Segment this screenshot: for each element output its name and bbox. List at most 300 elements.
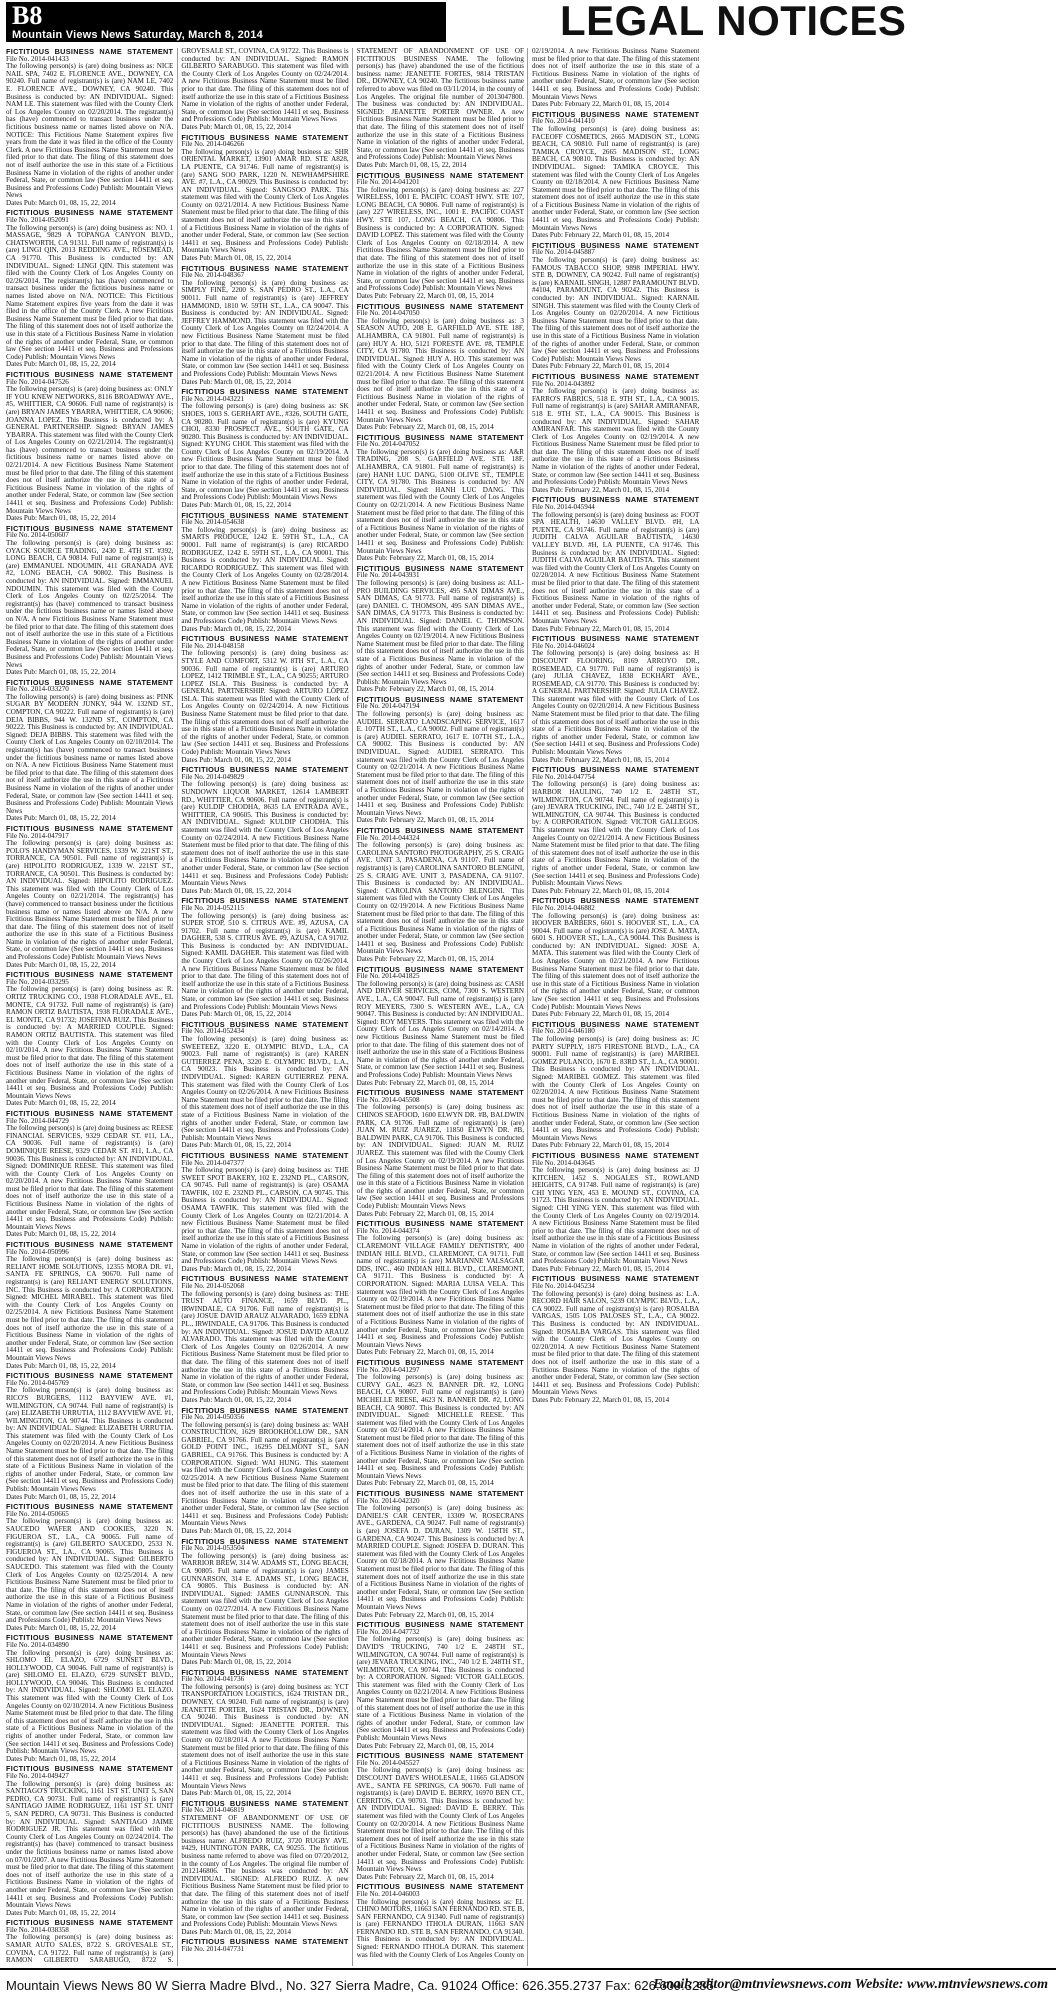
notice-file-number: File No. 2014-043892 [531,379,595,388]
notice-body: The following person(s) is (are) doing business as: DANIEL'S CAR CENTER, 13309 W. ROSECRANS AVE., GARDENA, CA 90247. Full name of registrant(s) is (are) JOSEFA D. DURAN, 1309 W. 158TH ST., GARDENA, CA 90247. This Business is conducted by: A MARRIED COUPLE. Signed: JOSEFA D. DURAN. This statement was filed with the County Clerk of Los Angeles County on 02/18/2014. [356,1504,524,1566]
notice-pub-dates: Dates Pub: March 01, 08, 15, 22, 2014 [181,122,292,131]
notice-header: FICTITIOUS BUSINESS NAME STATEMENT [356,964,524,974]
notice-body: The following person(s) is (are) doing business as: FARRO'S FABRICS, 518 E. 9TH ST., L.A., CA 90015. Full name of registrant(s) is (are) SAHAR AMIRANFAR, 518 E. 9TH ST., L.A., CA 90015. This Business is conducted by: AN INDIVIDUAL. Signed: SAHAR AMIRANFAR. This statement was filed with the County Clerk of Los Angeles County on 02/19/2014. [531,387,700,441]
notice-pub-dates: Dates Pub: March 01, 08, 15, 22, 2014 [181,1658,292,1667]
notice-body: The following person(s) is (are) doing business as: THE TRUST AUTO FINANCE, 1659 BLVD. PL., IRWINDALE, CA 91706. Full name of registrant(s) is (are) JOSUE DAVID ARAUZ ALVARADO, 1659 EDNA PL., IRWINDALE, CA 91706. This Business is conducted by: AN INDIVIDUAL. Signed: JOSUE DAVID ARAUZ ALVARADO. This statement was filed with the County Clerk of Los Angeles County on 02/26/2014. [181,1289,349,1351]
notice-file-number: File No. 2014-049829 [181,772,245,781]
notice-pub-dates: Dates Pub: February 22, March 01, 08, 15, 2014 [356,1610,494,1619]
notice-boilerplate: A new Fictitious Business Name Statement must be filed prior to that date. The filing of this statement does not of itself authorize the use in this state of a Fictitious Business Name in violation of the rights of another under Federal, State, or common law (See section 14411 et seq. Business and Professions Code) Publish: Mountain Views News [181,1088,349,1142]
notice-pub-dates: Dates Pub: March 01, 08, 15, 22, 2014 [6,1492,116,1501]
notice-body: The following person(s) is (are) doing business as: CASH AND DRIVER SERVICES, COM, 7300 S. WESTERN AVE., L.A., CA 90047. Full name of registrant(s) is (are) ROY MEYERS, 7300 S. WESTERN AVE., L.A., CA 90047. This Business is conducted by: AN INDIVIDUAL. Signed: ROY MEYERS. This statement was filed with the County Clerk of Los Angeles County on 02/14/2014. [356,979,524,1034]
notice-header: FICTITIOUS BUSINESS NAME STATEMENT [6,677,174,687]
notice-header: FICTITIOUS BUSINESS NAME STATEMENT [356,694,524,704]
legal-notice [6,1503,173,1632]
legal-notice [357,434,524,563]
notice-file-number: File No. 2014-046024 [531,641,595,650]
notice-body: The following person(s) is (are) doing business as: PINK SUGAR BY MODERN JUNKY, 944 W. 132ND ST., COMPTON, CA 90222. Full name of registrant(s) is (are) DEJA BIBBS, 944 W. 132ND ST., COMPTON, CA 90222. This Business is conducted by: AN INDIVIDUAL. Signed: DEJA BIBBS. This statement was filed with the County Clerk of Los Angeles County on 02/10/2014. The registrant(s) has (have) commenced to transact business under the fictitious business name or names listed above on N/A. [6,692,174,770]
notice-file-number: File No. 2014-041297 [356,1365,420,1374]
notice-header: FICTITIOUS BUSINESS NAME STATEMENT [6,823,174,833]
notice-body: The following person(s) is (are) doing business as: JJ KITCHEN, 1452 S. NOGALES ST., ROWLAND HEIGHTS, CA 91748. Full name of registrant(s) is (are) CHI YING YEN, 453 E. MOUND ST., COVINA, CA 91723. This Business is conducted by: AN INDIVIDUAL. Signed: CHI YING YEN. This statement was filed with the County Clerk of Los Angeles County on 02/19/2014. [531,1166,700,1220]
notice-file-number: File No. 2014-034890 [6,1640,69,1649]
notice-header: FICTITIOUS BUSINESS NAME STATEMENT [181,1937,349,1947]
notice-header: FICTITIOUS BUSINESS NAME STATEMENT [181,765,349,775]
notice-header: FICTITIOUS BUSINESS NAME STATEMENT [531,896,700,906]
notice-file-number: File No. 2014-041825 [356,972,420,981]
notice-file-number: File No. 2014-033295 [6,977,69,986]
notice-boilerplate: A new Fictitious Business Name Statement must be filed prior to that date. The filing of this statement does not of itself authorize the use in this state of a Fictitious Business Name in violation of the rights of another under Federal, State, or common law (See section 14411 et seq. Business and Professions Code) Publish: Mountain Views News [531,309,700,363]
notice-file-number: File No. 2014-054638 [181,518,245,527]
notice-header: FICTITIOUS BUSINESS NAME STATEMENT [181,1274,349,1284]
legal-notice [532,635,699,764]
notice-boilerplate: A new Fictitious Business Name Statement must be filed prior to that date. The filing of this statement does not of itself authorize the use in this state of a Fictitious Business Name in violation of the rights of another under Federal, State, or common law (See section 14411 et seq. Business and Professions Code) Publish: Mountain Views News [531,571,700,625]
legal-notice [357,1752,524,1881]
notice-file-number: File No. 2014-048158 [181,641,245,650]
notice-file-number: File No. 2014-045508 [356,1095,420,1104]
legal-notice [6,209,173,368]
notice-body: The following person(s) is (are) doing business as: STYLE AND COMFORT, 5312 W. 8TH ST., L.A., CA 90036. Full name of registrant(s) is (are) ARTURO LOPEZ, 1412 TRIMBLE ST., L.A., CA 90255; ARTURO LOPEZ ISLA. This Business is conducted by: A GENERAL PARTNERSHIP. Signed: ARTURO LOPEZ ISLA. This statement was filed with the County Clerk of Los Angeles County on 02/24/2014. [181,649,349,711]
notice-file-number: File No. 2014-048367 [181,271,245,280]
notice-boilerplate: A new Fictitious Business Name Statement must be filed prior to that date. The filing of this statement does not of itself authorize the use in this state of a Fictitious Business Name in violation of the rights of another under Federal, State, or common law (See section 14411 et seq. Business and Professions Code) Publish: Mountain Views News [356,1819,524,1874]
notice-pub-dates: Dates Pub: February 22, March 01, 08, 15, 2014 [356,1872,494,1881]
notice-pub-dates: Dates Pub: February 22, March 01, 08, 15, 2014 [356,955,494,964]
notice-file-number: File No. 2014-045527 [356,1758,420,1767]
notice-header: FICTITIOUS BUSINESS NAME STATEMENT [6,208,174,218]
legal-notice [357,565,524,694]
legal-notice [6,371,173,523]
notice-pub-dates: Dates Pub: March 01, 08, 15, 22, 2014 [181,755,292,764]
notice-file-number: File No. 2014-041410 [531,117,595,126]
notice-file-number: File No. 2014-047050 [356,309,420,318]
notice-boilerplate: A new Fictitious Business Name Statement must be filed prior to that date. The filing of this statement does not of itself authorize the use in this state of a Fictitious Business Name in violation of the rights of another under Federal, State, or common law (See section 14411 et seq. Business and Professions Code) Publish: Mountain Views News [181,77,349,124]
notice-body: The following person(s) is (are) doing business as: WARRIOR BREW, 314 W. ADAMS ST., LONG BEACH, CA 90805. Full name of registrant(s) is (are) JAMES GUNNARSON, 314 E. ADAMS ST., LONG BEACH, CA 90805. This Business is conducted by: AN INDIVIDUAL. Signed: JAMES GUNNARSON. This statement was filed with the County Clerk of Los Angeles County on 02/27/2014. [181,1551,349,1613]
legal-notice [357,1359,524,1488]
notice-boilerplate: A new Fictitious Business Name Statement must be filed prior to that date. The filing of this statement does not of itself authorize the use in this state of a Fictitious Business Name in violation of the rights of another under Federal, State, or common law (See section 14411 et seq. Business and Professions Code) Publish: Mountain Views News [181,702,349,757]
legal-notice [6,1372,173,1501]
notice-pub-dates: Dates Pub: March 01, 08, 15, 22, 2014 [356,160,467,169]
notice-file-number: File No. 2014-046266 [181,140,245,149]
notice-header: FICTITIOUS BUSINESS NAME STATEMENT [6,1240,174,1250]
notice-header: FICTITIOUS BUSINESS NAME STATEMENT [356,1751,524,1761]
notice-body: The following person(s) is (are) doing business as: FOOT SPA HEALTH, 14630 VALLEY BLVD. #H, LA PUENTE, CA 91746. Full name of registrant(s) is (are) JUDITH CALVA AGUILAR BAUTISTA, 14630 VALLEY BLVD. #H, LA PUENTE, CA 91746. This Business is conducted by: AN INDIVIDUAL. Signed: JUDITH CALVA AGUILAR BAUTISTA. This statement was filed with the County Clerk of Los Angeles County on 02/20/2014. [531,510,700,580]
notice-pub-dates: Dates Pub: March 01, 08, 15, 22, 2014 [6,1623,116,1632]
masthead [0,0,1056,44]
notice-body: The following person(s) is (are) doing business as: SHR ORIENTAL MARKET, 13901 AMAR RD. STE A828, LA PUENTE, CA 91746. Full name of registrant(s) is (are) SANG SOO PARK, 1220 N. NEWHAMPSHIRE AVE. #7, L.A., CA 90029. This Business is conducted by: AN INDIVIDUAL. Signed: SANGSOO PARK. This statement was filed with the County Clerk of Los Angeles County on 02/21/2014. [181,147,349,209]
notice-boilerplate: A new Fictitious Business Name Statement must be filed prior to that date. The filing of this statement does not of itself authorize the use in this state of a Fictitious Business Name in violation of the rights of another under Federal, State, or common law (See section 14411 et seq. Business and Professions Code) Publish: Mountain Views News [531,432,700,487]
notice-body: The following person(s) is (are) doing business as: HOOVER BARBERS, 6601 S. HOOVER ST., L.A., CA 90044. Full name of registrant(s) is (are) JOSE A. MATA, 6601 S. HOOVER ST., L.A., CA 90044. This Business is conducted by: AN INDIVIDUAL. Signed: JOSE A. MATA. This statement was filed with the County Clerk of Los Angeles County on 02/21/2014. [531,911,700,966]
notice-boilerplate: A new Fictitious Business Name Statement must be filed prior to that date. The filing of this statement does not of itself authorize the use in this state of a Fictitious Business Name in violation of the rights of another under Federal, State, or common law (See section 14411 et seq. Business and Professions Code) Publish: Mountain Views News [6,614,174,669]
notice-body: The following person(s) is (are) doing business as: R. ORTIZ TRUCKING CO., 1938 FLORADALE AVE., EL MONTE, CA 91732. Full name of registrant(s) is (are) RAMON ORTIZ BAUTISTA, 1938 FLORADALE AVE., EL MONTE, CA 91732; JOSEFINA RUIZ. This Business is conducted by: A MARRIED COUPLE. Signed: RAMON ORTIZ BAUTISTA. This statement was filed with the County Clerk of Los Angeles County on 02/10/2014. [6,985,174,1055]
notice-boilerplate: A new Fictitious Business Name Statement must be filed prior to that date. The filing of this statement does not of itself authorize the use in this state of a Fictitious Business Name in violation of the rights of another under Federal, State, or common law (See section 14411 et seq. Business and Professions Code) Publish: Mountain Views News [356,501,524,555]
notice-header: FICTITIOUS BUSINESS NAME STATEMENT [181,510,349,520]
notice-body: The following person(s) is (are) doing business as: SMARTS PRODUCE, 1242 E. 59TH ST., L.A., CA 90001. Full name of registrant(s) is (are) RICARDO RODRIGUEZ, 1242 E. 59TH ST., L.A., CA 90001. This Business is conducted by: AN INDIVIDUAL. Signed: RICARDO RODRIGUEZ. This statement was filed with the County Clerk of Los Angeles County on 02/28/2014. [181,525,349,580]
notice-pub-dates: Dates Pub: March 01, 08, 15, 22, 2014 [181,1395,292,1404]
notice-body: The following person(s) is (are) doing business as: 227 WIRELESS, 1001 E. PACIFIC COAST HWY. STE 107, LONG BEACH, CA 90806. Full name of registrant(s) is (are) 227 WIRELESS, INC., 1001 E. PACIFIC COAST HWY. STE 107, LONG BEACH, CA 90806. This Business is conducted by: A CORPORATION. Signed: DAVID LOPEZ. This statement was filed with the County Clerk of Los Angeles County on 02/18/2014. [356,185,524,247]
legal-notice [357,696,524,825]
legal-notice [532,111,699,240]
notice-boilerplate: A new Fictitious Business Name Statement must be filed prior to that date. The filing of this statement does not of itself authorize the use in this state of a Fictitious Business Name in violation of the rights of another under Federal, State, or common law (See section 14411 et seq. Business and Professions Code) Publish: Mountain Views News [181,1473,349,1528]
notice-pub-dates: Dates Pub: March 01, 08, 15, 22, 2014 [181,624,292,633]
notice-body: The following person(s) is (are) doing business as: POLO'S HANDYMAN SERVICES, 1339 W. 221ST ST., TORRANCE, CA 90501. Full name of registrant(s) is (are) HIPOLITO RODRIGUEZ, 1339 W. 221ST ST., TORRANCE, CA 90501. This Business is conducted by: AN INDIVIDUAL. Signed: HIPOLITO RODRIGUEZ. This statement was filed with the County Clerk of Los Angeles County on 02/21/2014. The registrant(s) has (have) commenced to transact business under the fictitious business name or names listed above on N/A. [6,839,174,916]
legal-notice [6,971,173,1108]
notice-boilerplate: A new Fictitious Business Name Statement must be filed prior to that date. The filing of this statement does not of itself authorize the use in this state of a Fictitious Business Name in violation of the rights of another under Federal, State, or common law (See section 14411 et seq. Business and Professions Code) Publish: Mountain Views News [181,1874,349,1929]
notice-header: FICTITIOUS BUSINESS NAME STATEMENT [6,1918,174,1928]
notice-boilerplate: A new Fictitious Business Name Statement must be filed prior to that date. The filing of this statement does not of itself authorize the use in this state of a Fictitious Business Name in violation of the rights of another under Federal, State, or common law (See section 14411 et seq. Business and Professions Code) Publish: Mountain Views News [531,1088,700,1142]
notice-pub-dates: Dates Pub: March 01, 08, 15, 22, 2014 [6,960,116,969]
notice-pub-dates: Dates Pub: February 22, March 01, 08, 15, 2014 [531,1141,670,1150]
notice-body: The following person(s) is (are) doing business as: FAMOUS TABACCO SHOP, 9898 IMPERIAL HWY. STE B, DOWNEY, CA 90242. Full name of registrant(s) is (are) KARNAIL SINGH, 12887 PARAMOUNT BLVD. #4104, PARAMOUNT, CA 90242. This Business is conducted by: AN INDIVIDUAL. Signed: KARNAIL SINGH. This statement was filed with the County Clerk of Los Angeles County on 02/20/2014. [531,256,700,318]
notice-body: The following person(s) is (are) doing business as: RELIANT HOME SOLUTIONS, 12355 MORA DR. #1, SANTA FE SPRINGS, CA 90670. Full name of registrant(s) is (are) RELIANT ENERGY SOLUTIONS, INC. This Business is conducted by: A CORPORATION. Signed: MICHEL MIRABEL. This statement was filed with the County Clerk of Los Angeles County on 02/25/2014. [6,1255,174,1317]
footer-address: Mountain Views News 80 W Sierra Madre Blvd., No. 327 Sierra Madre, Ca. 91024 Office: 626.355.2737 Fax: 626.609.3285 [6,1978,714,1993]
notice-body: The following person(s) is (are) doing business as: YCT TRANSPORTATION LOGISTICS, 1624 TRISTAN DR., DOWNEY, CA 90240. Full name of registrant(s) is (are) JEANETTE PORTER, 1624 TRISTAN DR., DOWNEY, CA 90240. This Business is conducted by: AN INDIVIDUAL. Signed: JEANETTE PORTER. This statement was filed with the County Clerk of Los Angeles County on 02/18/2014. [181,1682,349,1745]
legal-notice [357,1621,524,1750]
notice-header: FICTITIOUS BUSINESS NAME STATEMENT [531,240,700,250]
notice-body: The following person(s) is (are) doing business as: RICO'S BURGERS, 1112 BAYVIEW AVE. #1, WILMINGTON, CA 90744. Full name of registrant(s) is (are) ELIZABETH URRUTIA, 1112 BAYVIEW AVE. #1, WILMINGTON, CA 90744. This Business is conducted by: AN INDIVIDUAL. Signed: ELIZABETH URRUTIA. This statement was filed with the County Clerk of Los Angeles County on 02/20/2014. [6,1386,174,1448]
notice-header: FICTITIOUS BUSINESS NAME STATEMENT [531,765,700,775]
notice-body: The following person(s) is (are) doing business as: EL CHINO MOTORS, 11663 SAN FERNANDO RD. STE B, SAN FERNANDO, CA 91340. Full name of registrant(s) is (are) FERNANDO ITHOLA DURAN, 11663 SAN FERNANDO RD. STE B, SAN FERNANDO, CA 91340. This Business is conducted by: AN INDIVIDUAL. Signed: FERNANDO ITHOLA DURAN. This statement was filed with the County Clerk of Los Angeles County on 02/19/2014. [356,48,567,1959]
page-banner [6,2,446,42]
legal-notice [532,766,699,895]
notice-file-number: File No. 2014-045769 [6,1378,69,1387]
notice-boilerplate: A new Fictitious Business Name Statement must be filed prior to that date. The filing of this statement does not of itself authorize the use in this state of a Fictitious Business Name in violation of the rights of another under Federal, State, or common law (See section 14411 et seq. Business and Professions Code) Publish: Mountain Views News [531,702,700,757]
notice-body: STATEMENT OF ABANDONMENT OF USE OF FICTITIOUS BUSINESS NAME. The following person(s) has (have) abandoned the use of the fictitious business name: JEANETTE FORTES, 9814 TRISTAN DR., DOWNEY, CA 90240. The fictitious business name referred to above was filed on 03/11/2014, in the county of Los Angeles. The original file number of 2013047800. The business was conducted by: AN INDIVIDUAL. SIGNED: JEANETTE PORTER OWNER. [356,48,524,116]
notice-file-number: File No. 2014-050356 [181,1413,245,1422]
notice-boilerplate: A new Fictitious Business Name Statement must be filed prior to that date. The filing of this statement does not of itself authorize the use in this state of a Fictitious Business Name in violation of the rights of another under Federal, State, or common law (See section 14411 et seq. Business and Professions Code) Publish: Mountain Views News [6,761,174,815]
legal-notice [181,1407,348,1536]
notice-file-number: File No. 2014-033270 [6,685,69,694]
legal-notice [532,1152,699,1274]
notice-body: The following person(s) is (are) doing business as: AUDIEL SERRATO LANDSCAPING SERVICE, 1617 E. 107TH ST., L.A., CA 90002. Full name of registrant(s) is (are) AUDIEL SERRATO, 1617 E. 107TH ST., L.A., CA 90002. This Business is conducted by: AN INDIVIDUAL. Signed: AUDIEL SERRATO. This statement was filed with the County Clerk of Los Angeles County on 02/21/2014. [356,710,524,772]
notice-boilerplate: A new Fictitious Business Name Statement must be filed prior to that date. The filing of this statement does not of itself authorize the use in this state of a Fictitious Business Name in violation of the rights of another under Federal, State, or common law (See section 14411 et seq. Business and Professions Code) Publish: Mountain Views News [181,1604,349,1659]
notice-file-number: File No. 2014-041433 [6,54,69,63]
notice-body: The following person(s) is (are) doing business as: SAMAR AUTO SALES, 8722 S. GROVESALE ST., COVINA, CA 91722. Full name of registrant(s) is (are) RAMON GILBERTO SARABUGO, 8722 S. GROVESALE ST., COVINA, CA 91722. This Business is conducted by: AN INDIVIDUAL. Signed: RAMON GILBERTO SARABUGO. This statement was filed with the County Clerk of Los Angeles County on 02/24/2014. [6,48,349,1965]
notice-boilerplate: A new Fictitious Business Name Statement must be filed prior to that date. The filing of this statement does not of itself authorize the use in this state of a Fictitious Business Name in violation of the rights of another under Federal, State, or common law (See section 14411 et seq. Business and Professions Code) Publish: Mountain Views News [356,1295,524,1349]
legal-notice [181,1800,348,1937]
notice-boilerplate: A new Fictitious Business Name Statement must be filed prior to that date. The filing of this statement does not of itself authorize the use in this state of a Fictitious Business Name in violation of the rights of another under Federal, State, or common law (See section 14411 et seq. Business and Professions Code) Publish: Mountain Views News [6,307,174,361]
notice-file-number: File No. 2014-043645 [531,1158,595,1167]
notice-pub-dates: Dates Pub: February 22, March 01, 08, 15, 2014 [356,1078,494,1087]
notice-boilerplate: A new Fictitious Business Name Statement must be filed prior to that date. The filing of this statement does not of itself authorize the use in this state of a Fictitious Business Name in violation of the rights of another under Federal, State, or common law (See section 14411 et seq. Business and Professions Code) Publish: Mountain Views News [6,1855,174,1910]
notice-boilerplate: A new Fictitious Business Name Statement must be filed prior to that date. The filing of this statement does not of itself authorize the use in this state of a Fictitious Business Name in violation of the rights of another under Federal, State, or common law (See section 14411 et seq. Business and Professions Code) Publish: Mountain Views News [181,200,349,255]
notice-boilerplate: A new Fictitious Business Name Statement must be filed prior to that date. The filing of this statement does not of itself authorize the use in this state of a Fictitious Business Name in violation of the rights of another under Federal, State, or common law (See section 14411 et seq. Business and Professions Code) Publish: Mountain Views News [181,578,349,625]
notice-file-number: File No. 2014-052434 [181,1027,245,1036]
notice-header: FICTITIOUS BUSINESS NAME STATEMENT [181,1798,349,1808]
notice-pub-dates: Dates Pub: February 22, March 01, 08, 15, 2014 [356,685,494,694]
notice-boilerplate: A new Fictitious Business Name Statement must be filed prior to that date. The filing of this statement does not of itself authorize the use in this state of a Fictitious Business Name in violation of the rights of another under Federal, State, or common law (See section 14411 et seq. Business and Professions Code) Publish: Mountain Views News [356,1557,524,1611]
notice-file-number: File No. 2014-042320 [356,1496,420,1505]
notice-header: FICTITIOUS BUSINESS NAME STATEMENT [181,387,349,397]
notice-header: FICTITIOUS BUSINESS NAME STATEMENT [181,896,349,906]
notice-boilerplate: A new Fictitious Business Name Statement must be filed prior to that date. The filing of this statement does not of itself authorize the use in this state of a Fictitious Business Name in violation of the rights of another under Federal, State, or common law (See section 14411 et seq. Business and Professions Code) Publish: Mountain Views News [6,1308,174,1362]
notice-body: The following person(s) is (are) doing business as: THE SWEET SPOT BAKERY, 102 E. 232ND PL., CARSON, CA 90745. Full name of registrant(s) is (are) OSAMA TAWFIK, 102 E. 232ND PL., CARSON, CA 90745. This Business is conducted by: AN INDIVIDUAL. Signed: OSAMA TAWFIK. This statement was filed with the County Clerk of Los Angeles County on 02/21/2014. [181,1166,349,1220]
notice-pub-dates: Dates Pub: February 22, March 01, 08, 15, 2014 [531,1264,670,1273]
notice-header: FICTITIOUS BUSINESS NAME STATEMENT [6,1371,174,1381]
notice-boilerplate: A new Fictitious Business Name Statement must be filed prior to that date. The filing of this statement does not of itself authorize the use in this state of a Fictitious Business Name in violation of the rights of another under Federal, State, or common law (See section 14411 et seq. Business and Professions Code) Publish: Mountain Views News [356,1688,524,1743]
notice-body: The following person(s) is (are) doing business as: JC PARTY SUPPLY, 1875 FIRESTONE BLVD., L.A., CA 90001. Full name of registrant(s) is (are) MARIBEL GOMEZ PULANCO, 1670 E. 83RD ST., L.A., CA 90001. This Business is conducted by: AN INDIVIDUAL. Signed: MARIBEL GOMEZ. This statement was filed with the County Clerk of Los Angeles County on 02/20/2014. [531,1035,700,1097]
legal-notice [6,679,173,823]
legal-notice [6,825,173,969]
notice-pub-dates: Dates Pub: March 01, 08, 15, 22, 2014 [6,1361,116,1370]
notice-pub-dates: Dates Pub: March 01, 08, 15, 22, 2014 [181,1264,292,1273]
notice-body: The following person(s) is (are) doing business as: SAUCEDO WAFER AND COOKIES, 3220 N. FIGUEROA ST., LA., CA 90065. Full name of registrant(s) is (are) GILBERTO SAUCEDO, 2533 N. FIGUEROA ST., LA., CA 90065. This Business is conducted by: AN INDIVIDUAL. Signed: GILBERTO SAUCEDO. This statement was filed with the County Clerk of Los Angeles County on 02/25/2014. [6,1517,174,1579]
legal-notice [6,1241,173,1370]
notice-header: FICTITIOUS BUSINESS NAME STATEMENT [356,563,524,573]
legal-notice [532,242,699,371]
legal-notice [357,1220,524,1357]
legal-notice [357,1490,524,1619]
legal-notice [357,303,524,432]
notice-file-number: File No. 2014-047917 [6,831,69,840]
legal-notice [181,1538,348,1667]
notice-pub-dates: Dates Pub: February 22, March 01, 08, 15, 2014 [356,1741,494,1750]
notice-pub-dates: Dates Pub: February 22, March 01, 08, 15, 2014 [356,423,494,432]
legal-notice [181,635,348,764]
notice-header: FICTITIOUS BUSINESS NAME STATEMENT [531,109,700,119]
notice-body: STATEMENT OF ABANDONMENT OF USE OF FICTITIOUS BUSINESS NAME. The following person(s) has (have) abandoned the use of the fictitious business name: ALFREDO RUIZ, 3720 RUGBY AVE. #429, HUNTINGTON PARK, CA 90255. The fictitious business name referred to above was filed on 07/20/2012, in the county of Los Angeles. The original file number of 2012146806. The business was conducted by: AN INDIVIDUAL. SIGNED: ALFREDO RUIZ. [181,1813,349,1883]
notice-body: The following person(s) is (are) doing business as: CHINOS SEAFOOD, 1600 ELWYN DR. #B, BALDWIN PARK, CA 91706. Full name of registrant(s) is (are) JUAN M. RUIZ JUAREZ, 11850 ELWYN DR. #B, BALDWIN PARK, CA 91706. This Business is conducted by: AN INDIVIDUAL. Signed: JUAN M. RUIZ JUAREZ. This statement was filed with the County Clerk of Los Angeles County on 02/19/2014. [356,1103,524,1165]
legal-notice [181,388,348,510]
notice-boilerplate: A new Fictitious Business Name Statement must be filed prior to that date. The filing of this statement does not of itself authorize the use in this state of a Fictitious Business Name in violation of the rights of another under Federal, State, or common law (See section 14411 et seq. Business and Professions Code) Publish: Mountain Views News [6,1570,174,1625]
legal-notice [181,766,348,895]
notice-header: FICTITIOUS BUSINESS NAME STATEMENT [356,1620,524,1630]
notice-pub-dates: Dates Pub: March 01, 08, 15, 22, 2014 [181,1141,292,1150]
notice-body: The following person(s) is (are) doing business as: 3 SEASON AUTO, 208 E. GARFIELD AVE. STE 18F, ALHAMBRA, CA 91801. Full name of registrant(s) is (are) HUY A. HO, 5121 FORESTE AVE. #8, TEMPLE CITY, CA 91780. This Business is conducted by: AN INDIVIDUAL. Signed: HUY A. HO. This statement was filed with the County Clerk of Los Angeles County on 02/21/2014. [356,316,524,378]
notice-boilerplate: A new Fictitious Business Name Statement must be filed prior to that date. The filing of this statement does not of itself authorize the use in this state of a Fictitious Business Name in violation of the rights of another under Federal, State, or common law (See section 14411 et seq. Business and Professions Code) Publish: Mountain Views News [356,1156,524,1211]
notice-body: The following person(s) is (are) doing business as: HARBOR HAULING, 740 1/2 E. 248TH ST., WILMINGTON, CA 90744. Full name of registrant(s) is (are) JEVARA TRUCKING, INC., 740 1/2 E. 248TH ST., WILMINGTON, CA 90744. This Business is conducted by: A CORPORATION. Signed: VICTOR GALLEGOS. This statement was filed with the County Clerk of Los Angeles County on 02/21/2014. [531,780,700,842]
legal-notice [181,512,348,634]
notice-file-number: File No. 2014-047194 [356,702,420,711]
notice-file-number: File No. 2014-047052 [356,440,420,449]
notice-header: FICTITIOUS BUSINESS NAME STATEMENT [356,1088,524,1098]
notice-header: FICTITIOUS BUSINESS NAME STATEMENT [6,1108,174,1118]
notice-boilerplate: A new Fictitious Business Name Statement must be filed prior to that date. The filing of this statement does not of itself authorize the use in this state of a Fictitious Business Name in violation of the rights of another under Federal, State, or common law (See section 14411 et seq. Business and Professions Code) Publish: Mountain Views News [181,833,349,888]
notice-boilerplate: A new Fictitious Business Name Statement must be filed prior to that date. The filing of this statement does not of itself authorize the use in this state of a Fictitious Business Name in violation of the rights of another under Federal, State, or common law (See section 14411 et seq. Business and Professions Code) Publish: Mountain Views News [6,145,174,200]
notice-file-number: File No. 2014-041736 [181,1675,245,1684]
notice-boilerplate: A new Fictitious Business Name Statement must be filed prior to that date. The filing of this statement does not of itself authorize the use in this state of a Fictitious Business Name in violation of the rights of another under Federal, State, or common law (See section 14411 et seq. Business and Professions Code) Publish: Mountain Views News [356,107,524,162]
notice-boilerplate: A new Fictitious Business Name Statement must be filed prior to that date. The filing of this statement does not of itself authorize the use in this state of a Fictitious Business Name in violation of the rights of another under Federal, State, or common law (See section 14411 et seq. Business and Professions Code) Publish: Mountain Views News [531,48,700,101]
legal-notice [181,897,348,1019]
notice-file-number: File No. 2014-047732 [356,1627,420,1636]
notice-pub-dates: Dates Pub: February 22, March 01, 08, 15, 2014 [531,362,670,371]
notice-file-number: File No. 2014-047526 [6,377,69,386]
legal-notice [6,1110,173,1239]
notice-pub-dates: Dates Pub: March 01, 08, 15, 22, 2014 [181,377,292,386]
notice-pub-dates: Dates Pub: March 01, 08, 15, 22, 2014 [6,198,116,207]
legal-notice [181,1021,348,1150]
notice-pub-dates: Dates Pub: March 01, 08, 15, 22, 2014 [181,501,292,510]
notice-pub-dates: Dates Pub: March 01, 08, 15, 22, 2014 [6,668,116,677]
notice-file-number: File No. 2014-045234 [531,1282,595,1290]
notice-header: FICTITIOUS BUSINESS NAME STATEMENT [356,432,524,442]
notice-file-number: File No. 2014-043931 [356,571,420,580]
notice-body: The following person(s) is (are) doing business as: OYACK SOURCE TRADING, 2430 E. 4TH ST. #392, LONG BEACH, CA 90814. Full name of registrant(s) is (are) EMMANUEL NDOUMIN, 411 GRANADA AVE #2, LONG BEACH, CA 90802. This Business is conducted by: AN INDIVIDUAL. Signed: EMMANUEL NDOUMIN. This statement was filed with the County Clerk of Los Angeles County on 02/25/2014. The registrant(s) has (have) commenced to transact business under the fictitious business name or names listed above on N/A. [6,539,174,623]
notice-body: The following person(s) is (are) doing business as: CLAREMONT VILLAGE FAMILY DENTISTRY, 400 INDIAN HILL BLVD., CLAREMONT, CA 91711. Full name of registrant(s) is (are) MARIANNE VALSAGAR DDS, INC., 460 INDIAN HILL BLVD., CLAREMONT, CA 91711. This Business is conducted by: A CORPORATION. Signed: MARIA LUISA VELA. This statement was filed with the County Clerk of Los Angeles County on 02/19/2014. [356,1234,524,1304]
notice-file-number: File No. 2014-050665 [6,1509,69,1518]
notice-file-number: File No. 2014-050996 [6,1247,69,1256]
notice-body: The following person(s) is (are) doing business as: DAVID'S TRUCKING, 740 1/2 E. 248TH ST., WILMINGTON, CA 90744. Full name of registrant(s) is (are) JEVARA TRUCKING, INC., 740 1/2 E. 248TH ST., WILMINGTON, CA 90744. This Business is conducted by: A CORPORATION. Signed: VICTOR GALLEGOS. This statement was filed with the County Clerk of Los Angeles County on 02/21/2014. [356,1635,524,1697]
notice-boilerplate: A new Fictitious Business Name Statement must be filed prior to that date. The filing of this statement does not of itself authorize the use in this state of a Fictitious Business Name in violation of the rights of another under Federal, State, or common law (See section 14411 et seq. Business and Professions Code) Publish: Mountain Views News [6,1701,174,1756]
notice-pub-dates: Dates Pub: March 01, 08, 15, 22, 2014 [6,1099,116,1108]
notice-header: FICTITIOUS BUSINESS NAME STATEMENT [181,1667,349,1677]
notice-body: The following person(s) is (are) doing business as: CAROLINA SANTORO PHOTOGRAPHY, 25 S. CRAIG AVE. UNIT 3, PASADENA, CA 91107. Full name of registrant(s) is (are) CAROLINA SANTORO BLENGINI, 25 S. CRAIG AVE. UNIT 3, PASADENA, CA 91107. This Business is conducted by: AN INDIVIDUAL. Signed: CAROLINA SANTORO BLENGINI. This statement was filed with the County Clerk of Los Angeles County on 02/19/2014. [356,841,524,910]
notice-header: FICTITIOUS BUSINESS NAME STATEMENT [356,1489,524,1499]
notice-boilerplate: A new Fictitious Business Name Statement must be filed prior to that date. The filing of this statement does not of itself authorize the use in this state of a Fictitious Business Name in violation of the rights of another under Federal, State, or common law (See section 14411 et seq. Business and Professions Code) Publish: Mountain Views News [356,901,524,956]
notice-header: FICTITIOUS BUSINESS NAME STATEMENT [531,1019,700,1029]
notice-pub-dates: Dates Pub: February 22, March 01, 08, 15, 2014 [356,816,494,825]
notice-pub-dates: Dates Pub: February 22, March 01, 08, 15, 2014 [356,554,494,563]
notice-pub-dates: Dates Pub: March 01, 08, 15, 22, 2014 [181,886,292,895]
notice-file-number: File No. 2014-041201 [356,178,420,187]
notice-header: FICTITIOUS BUSINESS NAME STATEMENT [181,1536,349,1546]
notice-header: FICTITIOUS BUSINESS NAME STATEMENT [181,634,349,644]
notice-file-number: File No. 2014-047731 [181,1945,245,1954]
notices-columns [6,48,1050,1966]
legal-notice [181,265,348,387]
notice-pub-dates: Dates Pub: February 22, March 01, 08, 15, 2014 [531,100,670,109]
notice-header: FICTITIOUS BUSINESS NAME STATEMENT [181,263,349,273]
notice-header: FICTITIOUS BUSINESS NAME STATEMENT [181,1405,349,1415]
notice-boilerplate: A new Fictitious Business Name Statement must be filed prior to that date. The filing of this statement does not of itself authorize the use in this state of a Fictitious Business Name in violation of the rights of another under Federal, State, or common law (See section 14411 et seq. Business and Professions Code) Publish: Mountain Views News [181,1211,349,1266]
notice-body: The following person(s) is (are) doing business as: SIMPLY FINE, 2200 S. SAN PEDRO ST., L.A., CA 90011. Full name of registrant(s) is (are) JEFFREY HAMMOND, 1810 W. 59TH ST., L.A., CA 90047. This Business is conducted by: AN INDIVIDUAL. Signed: JEFFREY HAMMOND. This statement was filed with the County Clerk of Los Angeles County on 02/24/2014. [181,278,349,333]
legal-notice [6,1765,173,1917]
notice-header: FICTITIOUS BUSINESS NAME STATEMENT [356,1219,524,1229]
notice-pub-dates: Dates Pub: February 22, March 01, 08, 15, 2014 [356,1209,494,1218]
legal-notice [6,48,173,207]
notice-file-number: File No. 2014-052115 [181,903,244,912]
notice-boilerplate: A new Fictitious Business Name Statement must be filed prior to that date. The filing of this statement does not of itself authorize the use in this state of a Fictitious Business Name in violation of the rights of another under Federal, State, or common law (See section 14411 et seq. Business and Professions Code) Publish: Mountain Views News [181,324,349,378]
notice-boilerplate: A new Fictitious Business Name Statement must be filed prior to that date. The filing of this statement does not of itself authorize the use in this state of a Fictitious Business Name in violation of the rights of another under Federal, State, or common law (See section 14411 et seq. Business and Professions Code) Publish: Mountain Views News [6,1177,174,1231]
notice-file-number: File No. 2014-043221 [181,394,245,403]
legal-notice [532,1021,699,1150]
notice-pub-dates: Dates Pub: March 01, 08, 15, 22, 2014 [6,1230,116,1239]
notice-header: FICTITIOUS BUSINESS NAME STATEMENT [356,170,524,180]
notice-header: FICTITIOUS BUSINESS NAME STATEMENT [531,495,700,505]
notice-body: The following person(s) is (are) doing business as: A&R TRADING, 208 S. GARFIELD AVE. STE 18F, ALHAMBRA, CA 91801. Full name of registrant(s) is (are) HANH LUC DANG, 5100 OLIVE ST., TEMPLE CITY, CA 91780. This Business is conducted by: AN INDIVIDUAL. Signed: HANH LUC DANG. This statement was filed with the County Clerk of Los Angeles County on 02/21/2014. [356,447,524,510]
legal-notice [357,827,524,964]
notice-file-number: File No. 2014-050607 [6,531,69,540]
notice-body: The following person(s) is (are) doing business as: SUNDOWN LIQUOR MARKET, 12614 LAMBERT RD., WHITTIER, CA 90606. Full name of registrant(s) is (are) KULDIP CHODHA, 8635 LA ENTRADA AVE., WHITTIER, CA 90605. This Business is conducted by: AN INDIVIDUAL. Signed: KULDIP CHODHA. This statement was filed with the County Clerk of Los Angeles County on 02/24/2014. [181,780,349,842]
notice-file-number: File No. 2014-052068 [181,1282,245,1290]
notice-boilerplate: A new Fictitious Business Name Statement must be filed prior to that date. The filing of this statement does not of itself authorize the use in this state of a Fictitious Business Name in violation of the rights of another under Federal, State, or common law (See section 14411 et seq. Business and Professions Code) Publish: Mountain Views News [6,461,174,515]
notice-file-number: File No. 2014-053504 [181,1544,245,1553]
notice-boilerplate: A new Fictitious Business Name Statement must be filed prior to that date. The filing of this statement does not of itself authorize the use in this state of a Fictitious Business Name in violation of the rights of another under Federal, State, or common law (See section 14411 et seq. Business and Professions Code) Publish: Mountain Views News [531,833,700,888]
legal-notice [357,966,524,1088]
notice-body: The following person(s) is (are) doing business as: SHLOMO EL ELAZO, 6729 SUNSET BLVD., HOLLYWOOD, CA 90046. Full name of registrant(s) is (are) SHLOMO EL ELAZO, 6729 SUNSET BLVD., HOLLYWOOD, CA 90046. This Business is conducted by: AN INDIVIDUAL. Signed: SHLOMO EL ELAZO. This statement was filed with the County Clerk of Los Angeles County on 02/10/2014. [6,1648,174,1710]
notice-boilerplate: A new Fictitious Business Name Statement must be filed prior to that date. The filing of this statement does not of itself authorize the use in this state of a Fictitious Business Name in violation of the rights of another under Federal, State, or common law (See section 14411 et seq. Business and Professions Code) Publish: Mountain Views News [6,1046,174,1100]
notice-file-number: File No. 2014-046819 [181,1806,245,1815]
legal-notice [6,525,173,677]
notice-pub-dates: Dates Pub: March 01, 08, 15, 22, 2014 [6,1754,116,1763]
page-number: B8 [12,1,43,30]
notice-boilerplate: A new Fictitious Business Name Statement must be filed prior to that date. The filing of this statement does not of itself authorize the use in this state of a Fictitious Business Name in violation of the rights of another under Federal, State, or common law (See section 14411 et seq. Business and Professions Code) Publish: Mountain Views News [181,964,349,1011]
notice-file-number: File No. 2014-046003 [356,1889,420,1898]
section-title: LEGAL NOTICES [560,0,907,44]
notice-body: The following person(s) is (are) doing business as: SANTIAGO'S TRUCKING, 1161 1ST ST. UNIT 5, SAN PEDRO, CA 90731. Full name of registrant(s) is (are) SANTIAGO JAIME RODRIGUEZ, 1161 1ST ST. UNIT 5, SAN PEDRO, CA 90731. This Business is conducted by: AN INDIVIDUAL. Signed: SANTIAGO JAIME RODRIGUEZ JR. This statement was filed with the County Clerk of Los Angeles County on 02/24/2014. The registrant(s) has (have) commenced to transact business under the fictitious business name or names listed above on 07/01/2007. [6,1779,174,1864]
notice-header: FICTITIOUS BUSINESS NAME STATEMENT [181,132,349,142]
notice-boilerplate: A new Fictitious Business Name Statement must be filed prior to that date. The filing of this statement does not of itself authorize the use in this state of a Fictitious Business Name in violation of the rights of another under Federal, State, or common law (See section 14411 et seq. Business and Professions Code) Publish: Mountain Views News [181,1736,349,1790]
notice-pub-dates: Dates Pub: February 22, March 01, 08, 15, 2014 [531,624,670,633]
notice-pub-dates: Dates Pub: February 22, March 01, 08, 15, 2014 [531,485,670,494]
notice-file-number: File No. 2014-049427 [6,1772,69,1780]
notice-pub-dates: Dates Pub: March 01, 08, 15, 22, 2014 [181,1789,292,1798]
notice-header: FICTITIOUS BUSINESS NAME STATEMENT [531,634,700,644]
notice-body: The following person(s) is (are) doing business as: SK SHOES, 1003 S. GERHART AVE., #326, SOUTH GATE, CA 90280. Full name of registrant(s) is (are) KYUNG CHOI, 8330 PROSPECT AVE., SOUTH GATE, CA 90280. This Business is conducted by: AN INDIVIDUAL. Signed: KYUNG CHOI. This statement was filed with the County Clerk of Los Angeles County on 02/19/2014. [181,402,349,456]
notice-body: The following person(s) is (are) doing business as: ALL-PRO BUILDING SERVICES, 495 SAN DIMAS AVE., SAN DIMAS, CA 91773. Full name of registrant(s) is (are) DANIEL C. THOMSON, 495 SAN DIMAS AVE., SAN DIMAS, CA 91773. This Business is conducted by: AN INDIVIDUAL. Signed: DANIEL C. THOMSON. This statement was filed with the County Clerk of Los Angeles County on 02/19/2014. [356,578,524,641]
notice-body: The following person(s) is (are) doing business as: H DISCOUNT FLOORING, 8169 ARROYO DR., ROSEMEAD, CA 91770. Full name of registrant(s) is (are) JULIA CHAVEZ, 1838 ECKHART AVE., ROSEMEAD, CA 91770. This Business is conducted by: A GENERAL PARTNERSHIP. Signed: JULIA CHAVEZ. This statement was filed with the County Clerk of Los Angeles County on 02/20/2014. [531,649,700,711]
notice-boilerplate: A new Fictitious Business Name Statement must be filed prior to that date. The filing of this statement does not of itself authorize the use in this state of a Fictitious Business Name in violation of the rights of another under Federal, State, or common law (See section 14411 et seq. Business and Professions Code) Publish: Mountain Views News [181,447,349,502]
notice-header: FICTITIOUS BUSINESS NAME STATEMENT [356,1882,524,1892]
notice-pub-dates: Dates Pub: February 22, March 01, 08, 15, 2014 [356,1348,494,1357]
notice-pub-dates: Dates Pub: March 01, 08, 15, 22, 2014 [6,514,116,523]
notice-header: FICTITIOUS BUSINESS NAME STATEMENT [181,1150,349,1160]
footer-contact: Email: editor@mtnviewsnews.com Website: www.mtnviewsnews.com [653,1977,1048,1992]
notice-pub-dates: Dates Pub: March 01, 08, 15, 22, 2014 [181,1010,292,1019]
notice-pub-dates: Dates Pub: February 22, March 01, 08, 15, 2014 [531,755,670,764]
notice-header: FICTITIOUS BUSINESS NAME STATEMENT [6,1633,174,1643]
notice-pub-dates: Dates Pub: March 01, 08, 15, 22, 2014 [181,1527,292,1535]
notice-body: The following person(s) is (are) doing business as: NO. 1 MASSAGE, 9829 A TOPANGA CANYON BLVD., CHATSWORTH, CA 91311. Full name of registrant(s) is (are) LINGI QIN, 2013 REDDING AVE., ROSEMEAD, CA 91770. This Business is conducted by: AN INDIVIDUAL. Signed: LINGI QIN. This statement was filed with the County Clerk of Los Angeles County on 02/26/2014. The registrant(s) has (have) commenced to transact business under the fictitious business name or names listed above on N/A. NOTICE: This Fictitious Name Statement expires five years from the date it was filed in the office of the County Clerk. [6,223,174,316]
notice-header: FICTITIOUS BUSINESS NAME STATEMENT [356,825,524,835]
notice-body: The following person(s) is (are) doing business as: L.A. RECORD HAIR SALON, 5239 OLYMPIC BLVD., L.A., CA 90022. Full name of registrant(s) is (are) ROSALBA VARGAS, 1505 LOS PALOSES ST., L.A., CA 90022. This Business is conducted by: AN INDIVIDUAL. Signed: ROSALBA VARGAS. This statement was filed with the County Clerk of Los Angeles County on 02/20/2014. [531,1289,700,1351]
notice-boilerplate: A new Fictitious Business Name Statement must be filed prior to that date. The filing of this statement does not of itself authorize the use in this state of a Fictitious Business Name in violation of the rights of another under Federal, State, or common law (See section 14411 et seq. Business and Professions Code) Publish: Mountain Views News [531,178,700,232]
notice-file-number: File No. 2014-047754 [531,772,595,781]
legal-notice [357,1089,524,1218]
notice-boilerplate: A new Fictitious Business Name Statement must be filed prior to that date. The filing of this statement does not of itself authorize the use in this state of a Fictitious Business Name in violation of the rights of another under Federal, State, or common law (See section 14411 et seq. Business and Professions Code) Publish: Mountain Views News [356,1025,524,1079]
notice-body: The following person(s) is (are) doing business as: FACEOFF COSMETICS, 2665 MADISON ST., LONG BEACH, CA 90810. Full name of registrant(s) is (are) TAMIKA CROYCE, 2665 MADISON ST., LONG BEACH, CA 90810. This Business is conducted by: AN INDIVIDUAL. Signed: TAMIKA CROYCE. This statement was filed with the County Clerk of Los Angeles County on 02/18/2014. [531,124,700,187]
notice-pub-dates: Dates Pub: February 22, March 01, 08, 15, 2014 [356,292,494,300]
notice-pub-dates: Dates Pub: February 22, March 01, 08, 15, 2014 [531,886,670,895]
notice-body: The following person(s) is (are) doing business as: SUPER STOP, 510 S. CITRUS AVE. #9, AZUSA, CA 91702. Full name of registrant(s) is (are) KAMIL DAGHER, 538 S. CITRUS AVE. #9, AZUSA, CA 91702. This Business is conducted by: AN INDIVIDUAL. Signed: KAMIL DAGHER. This statement was filed with the County Clerk of Los Angeles County on 02/26/2014. [181,911,349,966]
notice-header: FICTITIOUS BUSINESS NAME STATEMENT [6,1764,174,1774]
legal-notice [532,496,699,633]
notice-pub-dates: Dates Pub: February 22, March 01, 08, 15, 2014 [531,1010,670,1019]
notice-file-number: File No. 2014-046882 [531,903,595,912]
legal-notice [181,1275,348,1404]
legal-notice [181,1152,348,1274]
notice-pub-dates: Dates Pub: February 22, March 01, 08, 15, 2014 [531,231,670,240]
legal-notice [532,373,699,495]
notice-boilerplate: A new Fictitious Business Name Statement must be filed prior to that date. The filing of this statement does not of itself authorize the use in this state of a Fictitious Business Name in violation of the rights of another under Federal, State, or common law (See section 14411 et seq. Business and Professions Code) Publish: Mountain Views News [531,957,700,1011]
legal-notice [532,1275,699,1404]
notice-file-number: File No. 2014-052091 [6,216,69,225]
notice-header: FICTITIOUS BUSINESS NAME STATEMENT [531,1150,700,1160]
notice-pub-dates: Dates Pub: February 22, March 01, 08, 15, 2014 [356,1479,494,1488]
notice-body: The following person(s) is (are) doing business as: DISCOUNT DAVE'S WHOLESALE, 11665 GLADSON AVE., SANTA FE SPRINGS, CA 90670. Full name of registrant(s) is (are) DAVID E. BERRY, 16970 BEN CT., CERRITOS, CA 90703. This Business is conducted by: AN INDIVIDUAL. Signed: DAVID E. BERRY. This statement was filed with the County Clerk of Los Angeles County on 02/20/2014. [356,1766,524,1828]
notice-pub-dates: Dates Pub: March 01, 08, 15, 22, 2014 [6,1908,116,1917]
notice-header: FICTITIOUS BUSINESS NAME STATEMENT [6,970,174,980]
notice-file-number: File No. 2014-046180 [531,1027,595,1036]
notice-header: FICTITIOUS BUSINESS NAME STATEMENT [531,1274,700,1284]
notice-header: FICTITIOUS BUSINESS NAME STATEMENT [531,371,700,381]
notice-header: FICTITIOUS BUSINESS NAME STATEMENT [6,369,174,379]
notice-body: The following person(s) is (are) doing business as: SWEETEEZ, 3220 E. OLYMPIC BLVD., L.A., CA 90023. Full name of registrant(s) is (are) KAREN GUTIERREZ PENA, 3220 E. OLYMPIC BLVD., L.A., CA 90023. This Business is conducted by: AN INDIVIDUAL. Signed: KAREN GUTIERREZ PENA. This statement was filed with the County Clerk of Los Angeles County on 02/26/2014. [181,1035,349,1097]
notice-boilerplate: A new Fictitious Business Name Statement must be filed prior to that date. The filing of this statement does not of itself authorize the use in this state of a Fictitious Business Name in violation of the rights of another under Federal, State, or common law (See section 14411 et seq. Business and Professions Code) Publish: Mountain Views News [181,1342,349,1397]
notice-header: FICTITIOUS BUSINESS NAME STATEMENT [6,1502,174,1512]
notice-body: The following person(s) is (are) doing business as: ONLY IF YOU KNEW NETWORKS, 8116 BROADWAY AVE., #5, WHITTIER, CA 90606. Full name of registrant(s) is (are) BRYAN JAMES YBARRA, WHITTIER, CA 90606; JOANNA LOPEZ. This Business is conducted by: A GENERAL PARTNERSHIP. Signed: BRYAN JAMES YBARRA. This statement was filed with the County Clerk of Los Angeles County on 02/21/2014. The registrant(s) has (have) commenced to transact business under the fictitious business name or names listed above on 02/21/2014. [6,385,174,470]
notice-pub-dates: Dates Pub: March 01, 08, 15, 22, 2014 [6,360,116,369]
notice-file-number: File No. 2014-044374 [356,1226,420,1235]
notice-boilerplate: A new Fictitious Business Name Statement must be filed prior to that date. The filing of this statement does not of itself authorize the use in this state of a Fictitious Business Name in violation of the rights of another under Federal, State, or common law (See section 14411 et seq. Business and Professions Code) Publish: Mountain Views News [531,1219,700,1266]
notice-header: FICTITIOUS BUSINESS NAME STATEMENT [356,301,524,311]
notice-boilerplate: A new Fictitious Business Name Statement must be filed prior to that date. The filing of this statement does not of itself authorize the use in this state of a Fictitious Business Name in violation of the rights of another under Federal, State, or common law (See section 14411 et seq. Business and Professions Code) Publish: Mountain Views News [531,1342,700,1397]
legal-notice [6,1634,173,1763]
notice-boilerplate: A new Fictitious Business Name Statement must be filed prior to that date. The filing of this statement does not of itself authorize the use in this state of a Fictitious Business Name in violation of the rights of another under Federal, State, or common law (See section 14411 et seq. Business and Professions Code) Publish: Mountain Views News [356,369,524,424]
page-footer [0,1968,1056,2002]
notice-boilerplate: A new Fictitious Business Name Statement must be filed prior to that date. The filing of this statement does not of itself authorize the use in this state of a Fictitious Business Name in violation of the rights of another under Federal, State, or common law (See section 14411 et seq. Business and Professions Code) Publish: Mountain Views News [356,1426,524,1480]
legal-notice [532,897,699,1019]
notice-pub-dates: Dates Pub: March 01, 08, 15, 22, 2014 [181,254,292,263]
legal-notice [357,172,524,301]
notice-file-number: File No. 2014-045887 [531,248,595,257]
